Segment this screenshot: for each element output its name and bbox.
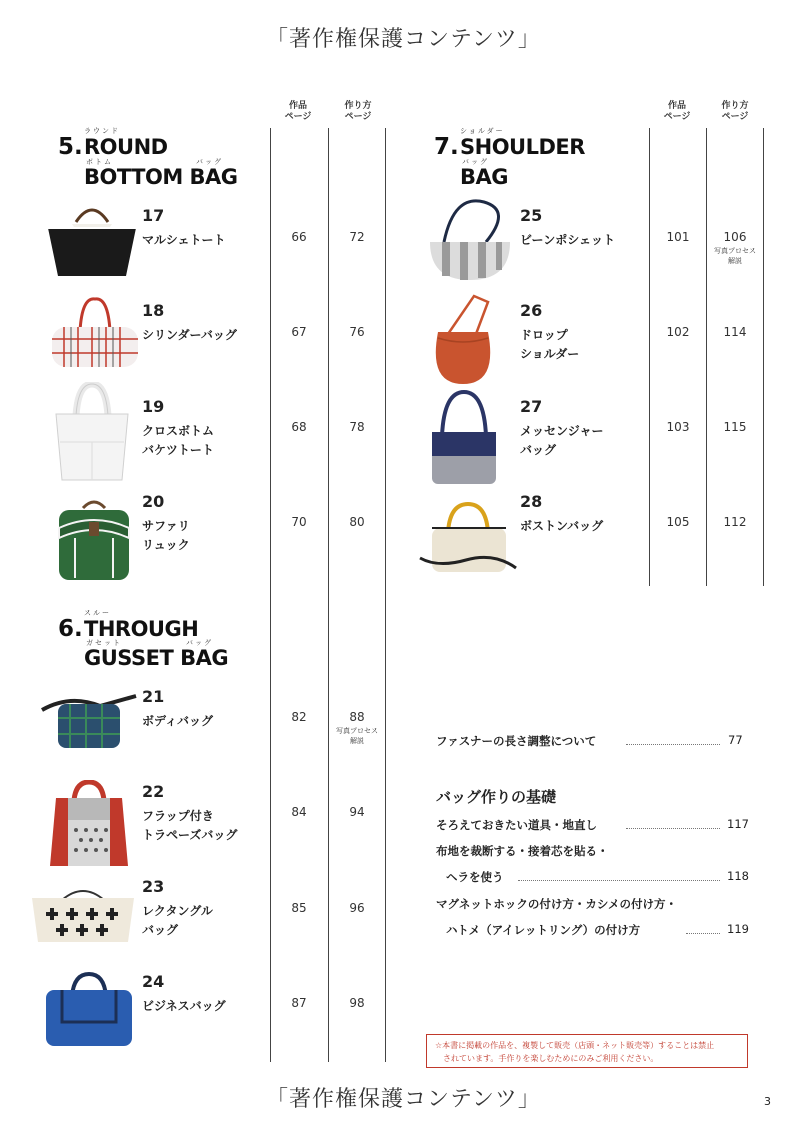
item-number: 21 [142,687,165,706]
howto-note: 写真プロセス [336,727,378,735]
copyright-notice [426,1034,748,1068]
section-5-number: 5. [58,134,83,160]
section-7-number: 7. [434,134,459,160]
page-number: 3 [764,1095,771,1108]
item-name: バッグ [142,923,179,937]
howto-page: 112 [723,515,747,529]
toc-entry[interactable]: マグネットホックの付け方・カシメの付け方・ [436,897,678,911]
work-page: 103 [666,420,690,434]
work-page: 68 [291,420,307,434]
section-7-ruby2a: バッグ [462,158,489,166]
toc-zipper-page: 77 [728,733,743,747]
section-7-ruby: ショルダー [460,127,505,135]
item-number: 18 [142,301,165,320]
howto-page: 80 [349,515,365,529]
howto-note: 解説 [728,257,742,265]
watermark-top: 「著作権保護コンテンツ」 [266,27,541,52]
col-header-work-left: 作品 ページ [284,101,312,122]
section-6-title-line2: GUSSET BAG [84,646,229,670]
section-5-title-line1: ROUND [84,135,168,159]
bag-image-19 [52,382,132,482]
item-number: 22 [142,782,165,801]
toc-leader [626,744,720,745]
toc-leader [626,828,720,829]
item-name: ショルダー [520,347,580,361]
toc-entry-page: 119 [727,922,749,936]
divider-line [649,128,650,586]
howto-page: 78 [349,420,365,434]
item-number: 27 [520,397,543,416]
watermark-bottom: 「著作権保護コンテンツ」 [266,1087,541,1112]
item-name: メッセンジャー [520,424,604,438]
notice-line2: されています。手作りを楽しむためにのみご利用ください。 [443,1054,659,1063]
work-page: 105 [666,515,690,529]
work-page: 84 [291,805,307,819]
toc-entry-page: 117 [727,817,749,831]
item-name: リュック [142,538,190,552]
bag-image-20 [55,498,133,582]
item-name: マルシェトート [142,233,226,247]
section-7-title-line2: BAG [460,165,508,189]
item-name: シリンダーバッグ [142,328,237,342]
section-5-ruby2b: バッグ [196,158,223,166]
work-page: 87 [291,996,307,1010]
section-6-ruby2a: ガセット [86,639,122,647]
item-number: 20 [142,492,165,511]
item-name: クロスボトム [142,424,215,438]
section-6-ruby2b: バッグ [186,639,213,647]
divider-line [270,128,271,1062]
bag-image-24 [44,972,134,1048]
notice-line1: ☆本書に掲載の作品を、複製して販売（店頭・ネット販売等）することは禁止 [435,1041,715,1050]
howto-note: 写真プロセス [714,247,756,255]
item-name: バッグ [520,443,557,457]
item-number: 26 [520,301,543,320]
toc-entry[interactable]: ヘラを使う [446,870,504,884]
work-page: 67 [291,325,307,339]
item-name: ビーンポシェット [520,233,616,247]
section-6-number: 6. [58,616,83,642]
item-number: 24 [142,972,165,991]
bag-image-27 [428,390,500,486]
howto-note: 解説 [350,737,364,745]
work-page: 66 [291,230,307,244]
item-number: 28 [520,492,543,511]
col-header-howto-right: 作り方 ページ [721,101,749,122]
bag-image-26 [428,294,498,386]
toc-leader [686,933,720,934]
bag-image-18 [50,295,140,371]
item-name: ドロップ [520,328,568,342]
howto-page: 98 [349,996,365,1010]
howto-page: 72 [349,230,365,244]
howto-page: 106 [723,230,747,244]
work-page: 101 [666,230,690,244]
col-header-work-right: 作品 ページ [663,101,691,122]
item-name: レクタングル [142,904,213,918]
howto-page: 88 [349,710,365,724]
item-name: ボディバッグ [142,714,214,728]
toc-zipper-text[interactable]: ファスナーの長さ調整について [436,734,597,748]
item-number: 17 [142,206,165,225]
howto-page: 114 [723,325,747,339]
divider-line [385,128,386,1062]
bag-image-21 [40,690,138,752]
bag-image-17 [46,200,138,280]
work-page: 85 [291,901,307,915]
work-page: 70 [291,515,307,529]
toc-entry[interactable]: 布地を裁断する・接着芯を貼る・ [436,844,609,858]
divider-line [706,128,707,586]
work-page: 102 [666,325,690,339]
howto-page: 76 [349,325,365,339]
toc-basics-title: バッグ作りの基礎 [436,788,557,806]
divider-line [763,128,764,586]
item-name: バケツトート [142,443,214,457]
bag-image-28 [418,502,518,578]
section-7-title-line1: SHOULDER [460,135,585,159]
section-5-title-line2: BOTTOM BAG [84,165,238,189]
toc-entry[interactable]: ハトメ（アイレットリング）の付け方 [446,923,641,937]
item-name: ボストンバッグ [520,519,604,533]
howto-page: 94 [349,805,365,819]
item-number: 23 [142,877,165,896]
item-name: トラペーズバッグ [142,828,238,842]
bag-image-22 [46,780,132,870]
section-6-title-line1: THROUGH [84,617,199,641]
bag-image-23 [28,886,138,944]
item-name: サファリ [142,519,190,533]
bag-image-25 [424,198,516,282]
section-5-ruby2a: ボトム [86,158,113,166]
item-number: 19 [142,397,165,416]
item-number: 25 [520,206,543,225]
toc-entry[interactable]: そろえておきたい道具・地直し [436,818,597,832]
col-header-howto-left: 作り方 ページ [344,101,372,122]
howto-page: 115 [723,420,747,434]
section-5-ruby: ラウンド [84,127,120,135]
toc-leader [518,880,720,881]
section-6-ruby: スルー [84,609,111,617]
toc-entry-page: 118 [727,869,749,883]
work-page: 82 [291,710,307,724]
howto-page: 96 [349,901,365,915]
divider-line [328,128,329,1062]
item-name: ビジネスバッグ [142,999,226,1013]
item-name: フラップ付き [142,809,214,823]
